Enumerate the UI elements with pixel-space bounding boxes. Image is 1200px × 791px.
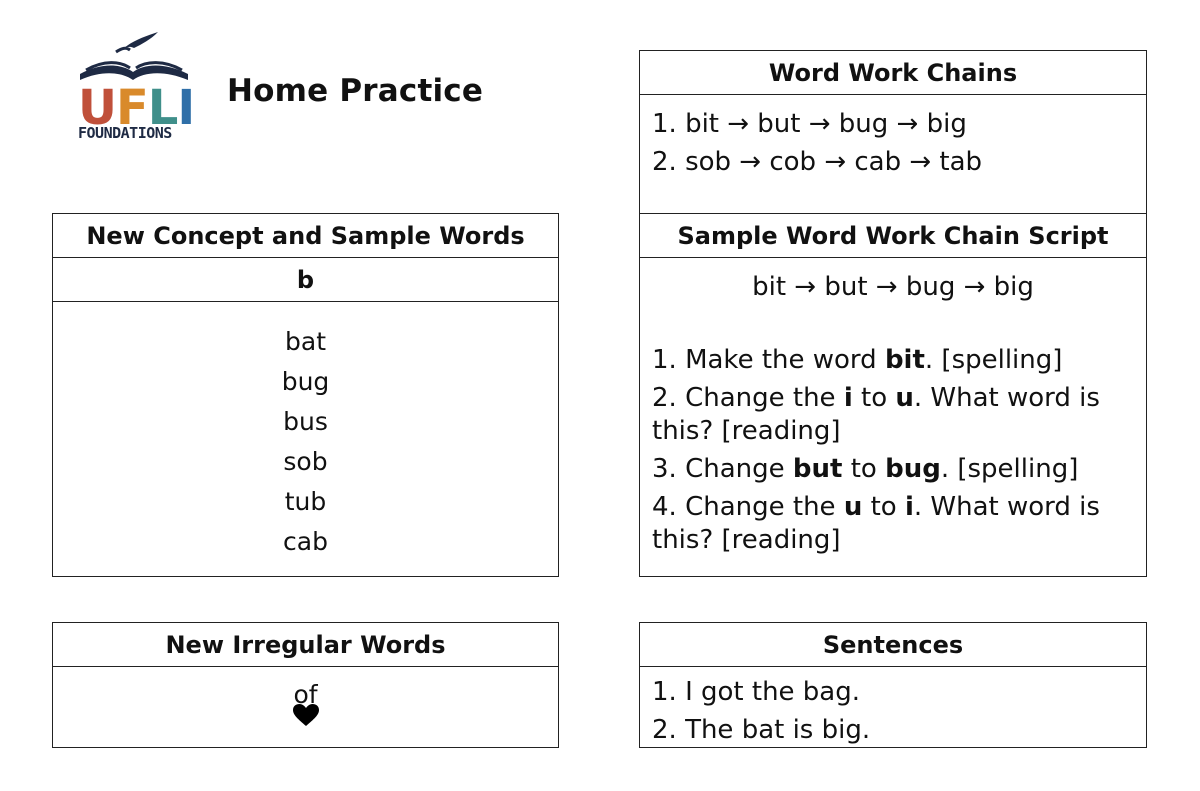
sentence-list <box>640 667 1146 749</box>
list-item: cab <box>283 527 328 556</box>
logo-subtitle: FOUNDATIONS <box>78 124 172 142</box>
logo-letters: UFLI <box>78 80 194 136</box>
page-title: Home Practice <box>227 73 484 109</box>
list-item: 1. I got the bag. <box>652 677 861 707</box>
list-item: bat <box>285 327 326 356</box>
script-chain: bit → but → bug → big <box>752 272 1034 302</box>
irregular-word-text: of <box>293 680 318 709</box>
list-item: bus <box>283 407 328 436</box>
sentences-panel <box>639 622 1147 748</box>
heart-icon <box>292 703 320 727</box>
concept-grapheme: b <box>53 258 558 302</box>
irregular-words-panel <box>52 622 559 748</box>
list-item: 2. The bat is big. <box>652 715 871 745</box>
script-step: 3. Change but to bug. [spelling] <box>652 454 1079 484</box>
sentences-title: Sentences <box>640 623 1146 667</box>
list-item: bug <box>281 367 330 396</box>
irregular-word <box>276 681 336 729</box>
bird-icon <box>124 32 158 48</box>
list-item: 1. bit → but → bug → big <box>652 109 967 139</box>
list-item: sob <box>283 447 328 476</box>
chain-script-panel <box>639 213 1147 577</box>
script-step: 2. Change the i to u. What word is this? [reading] <box>652 383 1100 446</box>
sample-word-list <box>53 302 558 562</box>
word-work-chains-title: Word Work Chains <box>640 51 1146 95</box>
chain-list <box>640 95 1146 181</box>
list-item: tub <box>284 487 327 516</box>
list-item: 2. sob → cob → cab → tab <box>652 147 983 177</box>
script-step: 1. Make the word bit. [spelling] <box>652 345 1063 375</box>
irregular-words-title: New Irregular Words <box>53 623 558 667</box>
word-work-chains-panel <box>639 50 1147 215</box>
chain-script-title: Sample Word Work Chain Script <box>640 214 1146 258</box>
script-step-list <box>640 344 1146 557</box>
book-icon <box>80 66 188 81</box>
new-concept-panel <box>52 213 559 577</box>
script-step: 4. Change the u to i. What word is this? [reading] <box>652 492 1100 555</box>
new-concept-title: New Concept and Sample Words <box>53 214 558 258</box>
